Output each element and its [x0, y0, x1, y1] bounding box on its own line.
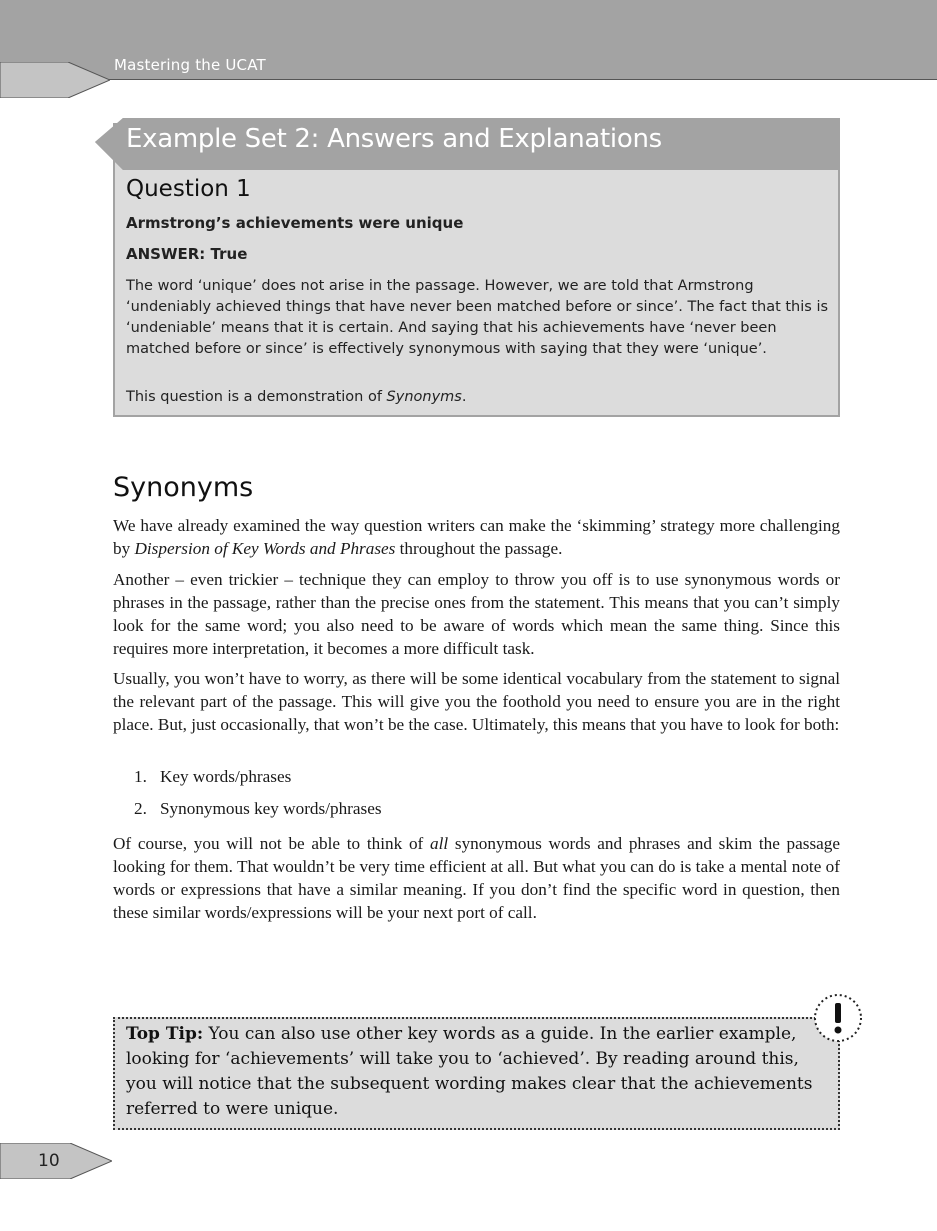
- demonstration-suffix: .: [461, 389, 467, 405]
- question-heading: Question 1: [126, 176, 251, 202]
- p1-text-before: We have already examined the way question writers can make the ‘skimming’ strategy more challenging by: [113, 516, 840, 558]
- exclamation-icon: [813, 993, 863, 1043]
- p4-italic: all: [430, 834, 449, 853]
- list-item-number: 2.: [134, 799, 147, 818]
- p1-text-after: throughout the passage.: [395, 539, 563, 558]
- question-statement: Armstrong’s achievements were unique: [126, 214, 464, 232]
- p1-italic: Dispersion of Key Words and Phrases: [134, 539, 396, 558]
- answer-line: ANSWER: True: [126, 245, 248, 263]
- page-number: 10: [38, 1151, 60, 1171]
- p4-text-before: Of course, you will not be able to think of: [113, 834, 430, 853]
- list-item-number: 1.: [134, 767, 147, 786]
- header-tab-arrow: [0, 62, 110, 98]
- list-item: [134, 767, 291, 787]
- paragraph-4: [113, 832, 840, 924]
- list-item-text: Synonymous key words/phrases: [160, 799, 382, 818]
- demonstration-line: [126, 389, 466, 405]
- list-item: [134, 799, 382, 819]
- list-item-text: Key words/phrases: [160, 767, 292, 786]
- paragraph-2: Another – even trickier – technique they can employ to throw you off is to use synonymous words or phrases in the passage, rather than the precise ones from the statement. This means that you can’t simply look for the same word; you also need to be aware of words which mean the same thing. Since this requires more interpretation, it becomes a more difficult task.: [113, 570, 840, 658]
- book-title: Mastering the UCAT: [114, 56, 266, 74]
- top-tip-text: [126, 1022, 822, 1122]
- answer-explanation: The word ‘unique’ does not arise in the passage. However, we are told that Armstrong ‘undeniably achieved things that have never been matched before or since’. The fact that this is ‘undeniable’ means that it is certain. And saying that his achievements have ‘never been matched before or since’ is effectively synonymous with saying that they were ‘unique’.: [126, 278, 829, 357]
- demonstration-term: Synonyms: [386, 389, 462, 405]
- answer-banner-title: Example Set 2: Answers and Explanations: [126, 124, 662, 154]
- p4-text-after: synonymous words and phrases and skim the passage looking for them. That wouldn’t be very time efficient at all. But what you can do is take a mental note of words or expressions that have a similar meaning. If you don’t find the specific word in question, then these similar words/expressions will be your next port of call.: [113, 834, 841, 922]
- paragraph-3: Usually, you won’t have to worry, as there will be some identical vocabulary from the statement to signal the relevant part of the passage. This will give you the foothold you need to ensure you are in the right place. But, just occasionally, that won’t be the case. Ultimately, this means that you have to look for both:: [113, 669, 840, 734]
- section-heading: Synonyms: [113, 472, 254, 503]
- demonstration-prefix: This question is a demonstration of: [126, 389, 387, 405]
- paragraph-1: [113, 514, 840, 560]
- top-tip-label: Top Tip:: [126, 1024, 204, 1044]
- top-tip-body: You can also use other key words as a guide. In the earlier example, looking for ‘achievements’ will take you to ‘achieved’. By reading around this, you will notice that the subsequent wording makes clear that the achievements referred to were unique.: [126, 1024, 813, 1119]
